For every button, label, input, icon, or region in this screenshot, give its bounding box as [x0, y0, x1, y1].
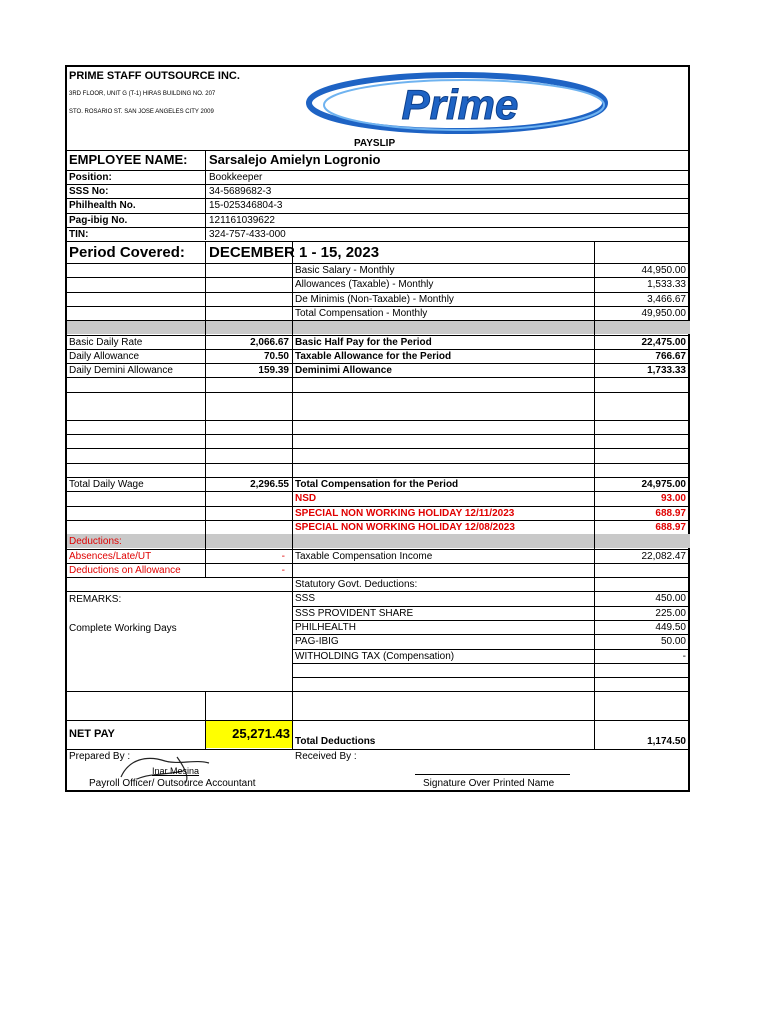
pay-value: 22,475.00: [641, 337, 686, 348]
absences-label: Absences/Late/UT: [69, 551, 152, 562]
monthly-value: 44,950.00: [641, 265, 686, 276]
company-address-line1: 3RD FLOOR, UNIT G (T-1) HIRAS BUILDING NO. 207: [69, 91, 216, 97]
pagibig-label: Pag-ibig No.: [69, 215, 128, 226]
statutory-label: SSS PROVIDENT SHARE: [295, 608, 414, 619]
absences-value: -: [281, 551, 285, 562]
pagibig-value: 121161039622: [209, 215, 275, 226]
monthly-label: Allowances (Taxable) - Monthly: [295, 279, 434, 290]
total-daily-wage-label: Total Daily Wage: [69, 479, 144, 490]
philhealth-value: 15-025346804-3: [209, 200, 283, 211]
nsd-label: NSD: [295, 493, 317, 504]
philhealth-label: Philhealth No.: [69, 200, 136, 211]
pay-label: Basic Half Pay for the Period: [295, 337, 432, 348]
prepared-by-label: Prepared By :: [69, 751, 131, 762]
period-total-label: Total Compensation for the Period: [295, 479, 459, 490]
net-pay-value: 25,271.43: [232, 726, 290, 741]
pay-label: Taxable Allowance for the Period: [295, 351, 452, 362]
sss-label: SSS No:: [69, 186, 109, 197]
tin-value: 324-757-433-000: [209, 229, 286, 240]
pay-label: Deminimi Allowance: [295, 365, 392, 376]
remarks-label: REMARKS:: [69, 594, 122, 605]
monthly-value: 49,950.00: [641, 308, 686, 319]
signature-line: [415, 774, 570, 775]
rate-value: 70.50: [263, 351, 289, 362]
rate-label: Daily Demini Allowance: [69, 365, 173, 376]
statutory-title: Statutory Govt. Deductions:: [295, 579, 418, 590]
monthly-label: Basic Salary - Monthly: [295, 265, 395, 276]
remarks-text: Complete Working Days: [69, 623, 177, 634]
company-address-line2: STO. ROSARIO ST. SAN JOSE ANGELES CITY 2009: [69, 109, 214, 115]
monthly-value: 1,533.33: [647, 279, 686, 290]
pay-value: 1,733.33: [647, 365, 686, 376]
statutory-label: WITHOLDING TAX (Compensation): [295, 651, 455, 662]
separator-row: [67, 321, 690, 334]
period-label: Period Covered:: [69, 244, 185, 261]
monthly-label: De Minimis (Non-Taxable) - Monthly: [295, 294, 454, 305]
statutory-value: 225.00: [655, 608, 686, 619]
total-daily-wage-value: 2,296.55: [250, 479, 289, 490]
total-deductions-value: 1,174.50: [647, 736, 686, 747]
preparer-title: Payroll Officer/ Outsource Accountant: [89, 778, 256, 789]
holiday-label: SPECIAL NON WORKING HOLIDAY 12/08/2023: [295, 522, 515, 533]
payslip-sheet: [65, 65, 690, 792]
logo-text: Prime: [401, 81, 519, 128]
sss-value: 34-5689682-3: [209, 186, 272, 197]
holiday-value: 688.97: [655, 522, 686, 533]
receiver-caption: Signature Over Printed Name: [423, 778, 555, 789]
statutory-value: 450.00: [655, 593, 686, 604]
allowance-deduction-label: Deductions on Allowance: [69, 565, 181, 576]
nsd-value: 93.00: [660, 493, 686, 504]
period-total-value: 24,975.00: [641, 479, 686, 490]
monthly-value: 3,466.67: [647, 294, 686, 305]
tin-label: TIN:: [69, 229, 89, 240]
employee-name-label: EMPLOYEE NAME:: [69, 152, 188, 167]
allowance-deduction-value: -: [281, 565, 285, 576]
prime-logo: [302, 69, 612, 141]
statutory-value: -: [682, 651, 686, 662]
company-name: PRIME STAFF OUTSOURCE INC.: [69, 70, 240, 82]
doc-title: PAYSLIP: [354, 138, 396, 149]
taxable-income-value: 22,082.47: [641, 551, 686, 562]
rate-value: 2,066.67: [250, 337, 289, 348]
total-deductions-label: Total Deductions: [295, 736, 376, 747]
period-value: DECEMBER 1 - 15, 2023: [209, 244, 380, 261]
statutory-value: 449.50: [655, 622, 686, 633]
preparer-name: Inar Mesina: [152, 766, 200, 776]
taxable-income-label: Taxable Compensation Income: [295, 551, 433, 562]
employee-name: Sarsalejo Amielyn Logronio: [209, 152, 381, 167]
position-value: Bookkeeper: [209, 172, 263, 183]
statutory-label: SSS: [295, 593, 316, 604]
pay-value: 766.67: [655, 351, 686, 362]
statutory-value: 50.00: [660, 636, 686, 647]
statutory-label: PAG-IBIG: [295, 636, 339, 647]
position-label: Position:: [69, 172, 112, 183]
separator-row: [67, 534, 690, 548]
holiday-label: SPECIAL NON WORKING HOLIDAY 12/11/2023: [295, 508, 515, 519]
deductions-title: Deductions:: [69, 536, 122, 547]
holiday-value: 688.97: [655, 508, 686, 519]
monthly-label: Total Compensation - Monthly: [295, 308, 428, 319]
received-by-label: Received By :: [295, 751, 357, 762]
rate-value: 159.39: [258, 365, 289, 376]
rate-label: Basic Daily Rate: [69, 337, 143, 348]
statutory-label: PHILHEALTH: [295, 622, 356, 633]
net-pay-label: NET PAY: [69, 728, 115, 740]
rate-label: Daily Allowance: [69, 351, 140, 362]
